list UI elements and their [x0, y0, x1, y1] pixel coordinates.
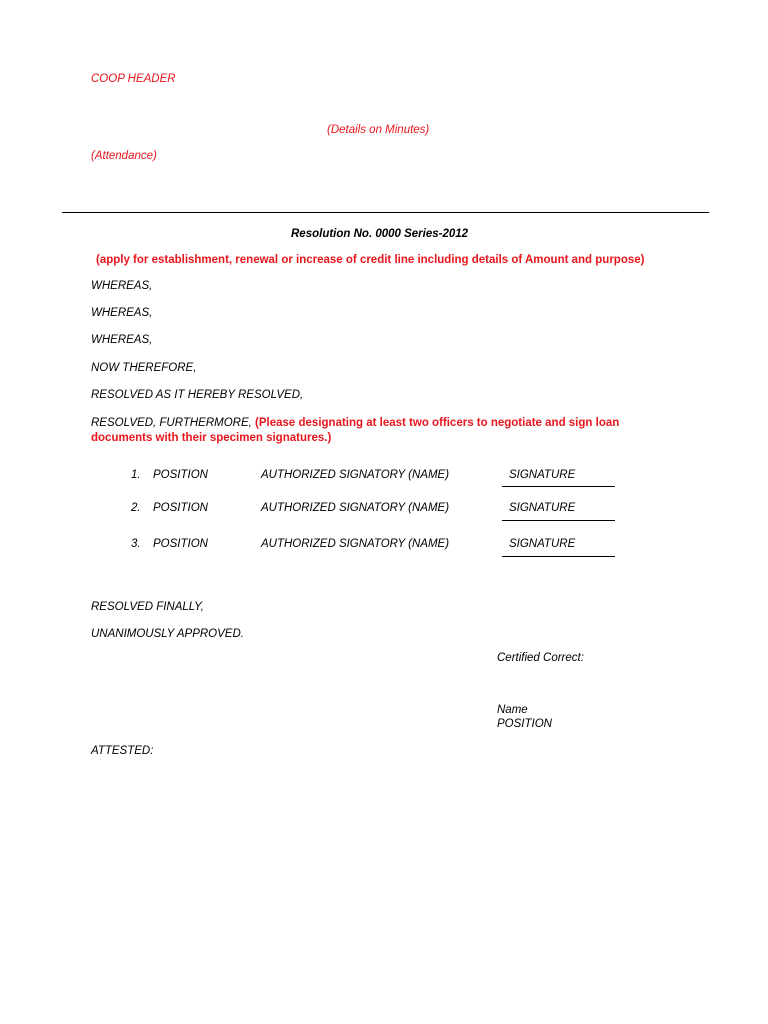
signatory-number: 1.: [131, 469, 141, 481]
signature-line: [502, 486, 615, 487]
resolved-furthermore-label: RESOLVED, FURTHERMORE,: [91, 417, 252, 429]
details-on-minutes: (Details on Minutes): [327, 124, 430, 136]
signatory-number: 3.: [131, 538, 141, 550]
certified-correct-label: Certified Correct:: [497, 652, 584, 664]
furthermore-note: (Please designating at least two officers to negotiate and sign loan documents with their specimen signatures.): [91, 417, 620, 444]
certifier-position: POSITION: [497, 718, 552, 730]
signatory-position: POSITION: [153, 538, 208, 550]
signatory-name: AUTHORIZED SIGNATORY (NAME): [261, 502, 450, 514]
signatory-name: AUTHORIZED SIGNATORY (NAME): [261, 538, 450, 550]
now-therefore-clause: NOW THEREFORE,: [91, 362, 197, 374]
resolved-finally-clause: RESOLVED FINALLY,: [91, 601, 204, 613]
resolved-furthermore-paragraph: [91, 416, 651, 446]
signature-line: [502, 520, 615, 521]
certifier-name: Name: [497, 704, 528, 716]
signatory-name: AUTHORIZED SIGNATORY (NAME): [261, 469, 450, 481]
signature-label: SIGNATURE: [509, 502, 576, 514]
coop-header: COOP HEADER: [91, 73, 176, 85]
resolution-title: Resolution No. 0000 Series-2012: [291, 228, 469, 240]
whereas-clause-3: WHEREAS,: [91, 334, 153, 346]
resolved-clause: RESOLVED AS IT HEREBY RESOLVED,: [91, 389, 304, 401]
signature-line: [502, 556, 615, 557]
signature-label: SIGNATURE: [509, 538, 576, 550]
signatory-position: POSITION: [153, 469, 208, 481]
attested-label: ATTESTED:: [91, 745, 154, 757]
header-divider: [62, 212, 709, 213]
signatory-number: 2.: [131, 502, 141, 514]
whereas-clause-1: WHEREAS,: [91, 280, 153, 292]
signatory-position: POSITION: [153, 502, 208, 514]
attendance: (Attendance): [91, 150, 157, 162]
signature-label: SIGNATURE: [509, 469, 576, 481]
unanimously-approved: UNANIMOUSLY APPROVED.: [91, 628, 244, 640]
resolution-instruction: (apply for establishment, renewal or increase of credit line including details of Amount and purpose): [96, 254, 645, 266]
whereas-clause-2: WHEREAS,: [91, 307, 153, 319]
